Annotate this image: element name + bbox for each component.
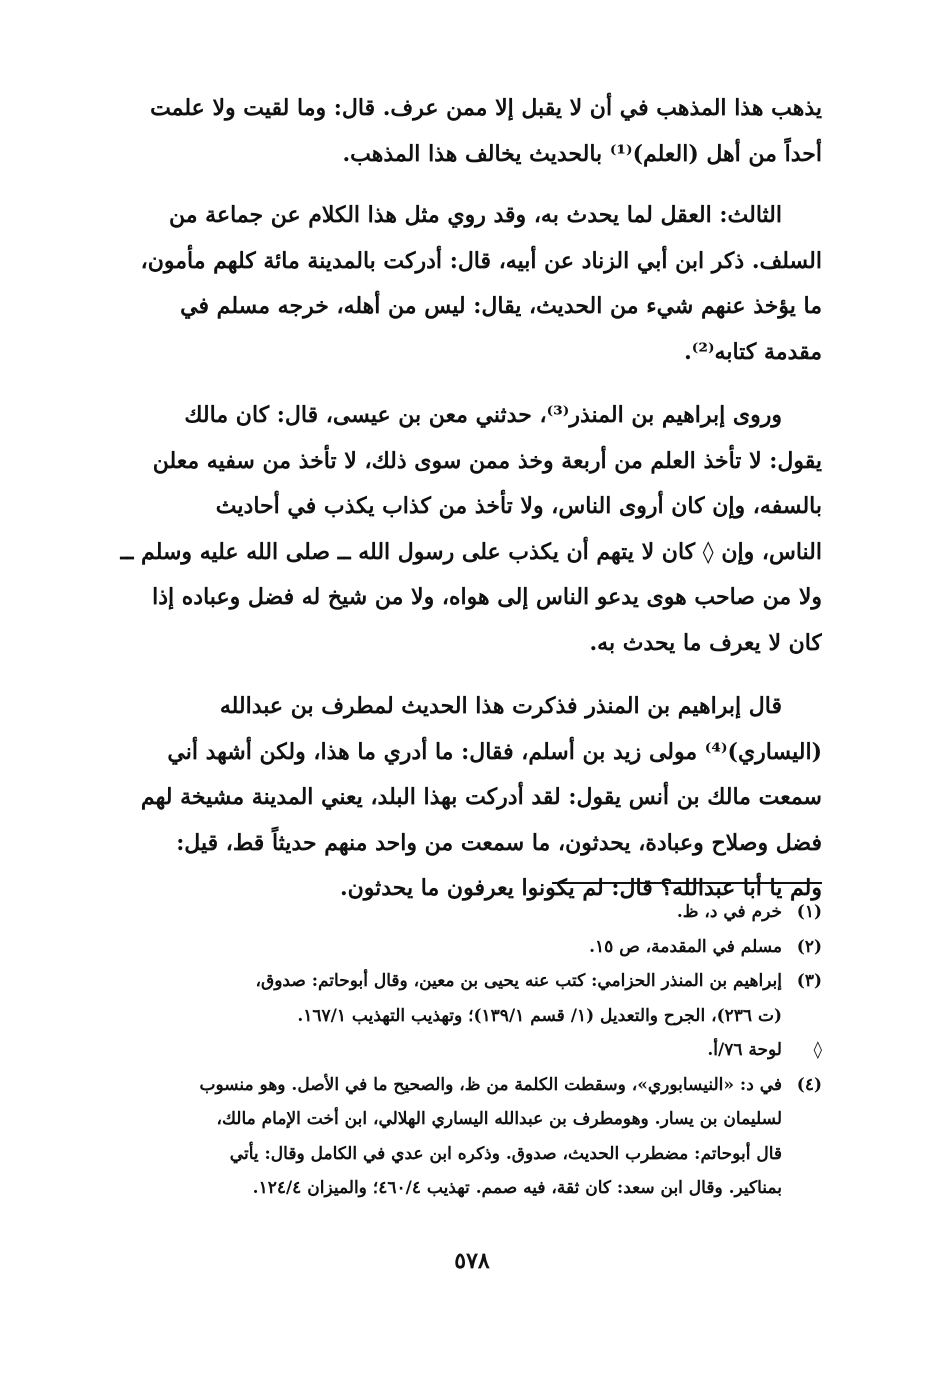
text-line: سمعت مالك بن أنس يقول: لقد أدركت بهذا البلد، يعني المدينة مشيخة لهم	[140, 784, 822, 810]
text-line: وروى إبراهيم بن المنذر⁽³⁾، حدثني معن بن عيسى، قال: كان مالك	[184, 402, 782, 428]
footnote-4	[118, 1068, 822, 1206]
text-line: ولم يا أبا عبدالله؟ قال: لم يكونوا يعرفون ما يحدثون.	[339, 875, 822, 901]
folio-marker-note	[118, 1033, 822, 1068]
footnote-line: لوحة ٧٦/أ.	[707, 1040, 782, 1060]
text-line: كان لا يعرف ما يحدث به.	[589, 629, 822, 656]
footnote-line: مسلم في المقدمة، ص ١٥.	[589, 936, 782, 957]
footnote-line: بمناكير. وقال ابن سعد: كان ثقة، فيه صمم. تهذيب ٤٦٠/٤؛ والميزان ١٢٤/٤.	[252, 1178, 782, 1198]
footnote-number: (٣)	[796, 971, 822, 991]
footnote-line: في د: «النيسابوري»، وسقطت الكلمة من ظ، والصحيح ما في الأصل. وهو منسوب	[199, 1074, 782, 1095]
footnote-line: لسليمان بن يسار. وهومطرف بن عبدالله اليساري الهلالي، ابن أخت الإمام مالك،	[216, 1109, 782, 1129]
footnote-text	[118, 964, 782, 1033]
footnote-line: إبراهيم بن المنذر الحزامي: كتب عنه يحيى بن معين، وقال أبوحاتم: صدوق،	[255, 971, 782, 991]
footnote-text	[118, 930, 782, 965]
text-line: يقول: لا تأخذ العلم من أربعة وخذ ممن سوى ذلك، لا تأخذ من سفيه معلن	[152, 447, 822, 474]
paragraph-2	[118, 193, 822, 375]
footnote-1	[118, 895, 822, 930]
text-line: بالسفه، وإن كان أروى الناس، ولا تأخذ من كذاب يكذب في أحاديث	[215, 493, 822, 519]
text-line: يذهب هذا المذهب في أن لا يقبل إلا ممن عرف. قال: وما لقيت ولا علمت	[150, 95, 822, 121]
footnotes	[118, 895, 822, 1206]
footnote-number: (٤)	[796, 1074, 822, 1095]
paragraph-1	[118, 86, 822, 177]
footnote-number: (١)	[796, 902, 822, 922]
text-line: الناس، وإن ◊ كان لا يتهم أن يكذب على رسول الله ــ صلى الله عليه وسلم ــ	[120, 538, 822, 565]
text-line: أحداً من أهل (العلم)⁽¹⁾ بالحديث يخالف هذا المذهب.	[342, 140, 822, 167]
text-line: الثالث: العقل لما يحدث به، وقد روي مثل هذا الكلام عن جماعة من	[168, 202, 782, 228]
footnote-2	[118, 930, 822, 965]
text-line: ولا من صاحب هوى يدعو الناس إلى هواه، ولا من شيخ له فضل وعباده إذا	[152, 584, 822, 610]
footnote-line: قال أبوحاتم: مضطرب الحديث، صدوق. وذكره ابن عدي في الكامل وقال: يأتي	[229, 1143, 782, 1164]
text-line: (اليساري)⁽⁴⁾ مولى زيد بن أسلم، فقال: ما أدري ما هذا، ولكن أشهد أني	[167, 738, 822, 765]
text-line: قال إبراهيم بن المنذر فذكرت هذا الحديث لمطرف بن عبدالله	[219, 693, 782, 719]
footnote-3	[118, 964, 822, 1033]
text-line: ما يؤخذ عنهم شيء من الحديث، يقال: ليس من أهله، خرجه مسلم في	[180, 293, 822, 319]
paragraph-3	[118, 393, 822, 666]
footnote-text	[118, 1033, 782, 1068]
page-number: ٥٧٨	[454, 1248, 490, 1274]
footnote-line: خرم في د، ظ.	[676, 902, 782, 922]
paragraph-4	[118, 684, 822, 912]
footnote-text	[118, 895, 782, 930]
footnote-separator	[552, 882, 822, 884]
text-line: فضل وصلاح وعبادة، يحدثون، ما سمعت من واحد منهم حديثاً قط، قيل:	[176, 829, 822, 856]
footnote-line: (ت ٢٣٦)، الجرح والتعديل (١/ قسم ١٣٩/١)؛ وتهذيب التهذيب ١٦٧/١.	[297, 1005, 782, 1026]
footnote-text	[118, 1068, 782, 1206]
diamond-icon: ◊	[813, 1040, 822, 1060]
main-text	[118, 86, 822, 912]
text-line: السلف. ذكر ابن أبي الزناد عن أبيه، قال: أدركت بالمدينة مائة كلهم مأمون،	[140, 247, 822, 274]
text-line: مقدمة كتابه⁽²⁾.	[684, 338, 822, 365]
footnote-number: (٢)	[796, 936, 822, 957]
